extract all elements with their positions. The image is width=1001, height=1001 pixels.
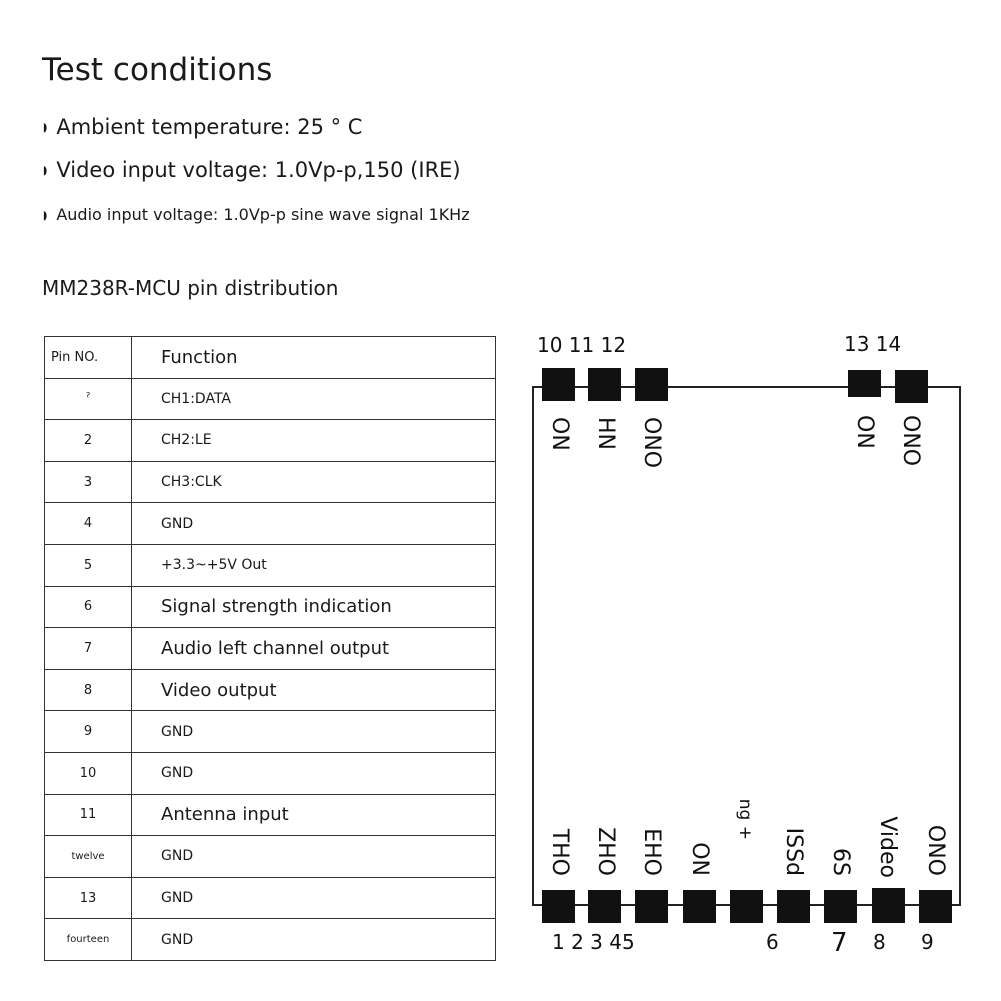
pin-function-cell: Video output <box>132 669 496 711</box>
top-pin-numbers-right: 13 14 <box>844 332 902 356</box>
condition-text: Video input voltage: 1.0Vp-p,150 (IRE) <box>56 158 461 182</box>
pin-number-cell: 2 <box>45 420 132 462</box>
bullet-icon: ◗ <box>43 120 48 134</box>
pad-5 <box>730 890 763 923</box>
pin-function-cell: +3.3~+5V Out <box>132 544 496 586</box>
pin-table <box>44 336 496 961</box>
pin-function-cell: GND <box>132 752 496 794</box>
table-row <box>45 420 496 462</box>
table-row <box>45 544 496 586</box>
header-pin-no: Pin NO. <box>45 337 132 379</box>
condition-text: Audio input voltage: 1.0Vp-p sine wave signal 1KHz <box>56 205 470 224</box>
pin-function-cell: Audio left channel output <box>132 628 496 670</box>
pin-number-cell: 9 <box>45 711 132 753</box>
pin-function-cell: CH1:DATA <box>132 378 496 420</box>
table-row <box>45 711 496 753</box>
top-pin-label: HN <box>593 417 618 450</box>
top-pin-label: ON <box>852 415 877 449</box>
pad-3 <box>635 890 668 923</box>
header-function: Function <box>132 337 496 379</box>
pad-10 <box>542 368 575 401</box>
pin-function-cell: Antenna input <box>132 794 496 836</box>
top-pin-label: ON <box>547 417 572 451</box>
pin-number-cell: 7 <box>45 628 132 670</box>
condition-video-input <box>42 158 461 182</box>
pad-1 <box>542 890 575 923</box>
table-row <box>45 628 496 670</box>
pin-number-cell: 13 <box>45 877 132 919</box>
table-row <box>45 919 496 961</box>
bottom-pin-number-9: 9 <box>921 930 934 954</box>
bottom-pin-number-8: 8 <box>873 930 886 954</box>
table-header-row <box>45 337 496 379</box>
table-row <box>45 836 496 878</box>
page-title: Test conditions <box>42 52 273 88</box>
table-row <box>45 669 496 711</box>
pin-function-cell: GND <box>132 711 496 753</box>
pin-function-cell: CH2:LE <box>132 420 496 462</box>
pin-number-cell: fourteen <box>45 919 132 961</box>
bottom-pin-label: THO <box>547 828 572 876</box>
table-row <box>45 877 496 919</box>
condition-audio-input <box>42 205 470 224</box>
table-row <box>45 503 496 545</box>
pin-number-cell: 4 <box>45 503 132 545</box>
pin-number-cell: 6 <box>45 586 132 628</box>
pin-number-cell: 8 <box>45 669 132 711</box>
bottom-pin-label: ISSd <box>781 827 806 876</box>
condition-ambient-temperature <box>42 115 362 139</box>
section-subheading: MM238R-MCU pin distribution <box>42 276 339 300</box>
bottom-pin-label: ONO <box>923 824 948 876</box>
pin-diagram <box>515 320 975 970</box>
pad-2 <box>588 890 621 923</box>
bottom-pin-number-7: 7 <box>831 928 848 958</box>
pad-8 <box>872 888 905 923</box>
pad-12 <box>635 368 668 401</box>
pin-number-cell: 3 <box>45 461 132 503</box>
bottom-pin-numbers-1-5: 1 2 3 45 <box>552 930 635 954</box>
table-row <box>45 586 496 628</box>
pin-function-cell: GND <box>132 503 496 545</box>
top-pin-label: ONO <box>639 417 664 469</box>
bottom-pin-label: EHO <box>639 828 664 876</box>
table-row <box>45 752 496 794</box>
bottom-pin-label: 6S <box>828 848 853 876</box>
pad-7 <box>824 890 857 923</box>
table-row <box>45 794 496 836</box>
pad-13 <box>848 370 881 397</box>
pin-number-cell: 10 <box>45 752 132 794</box>
pin-number-cell: ˀ <box>45 378 132 420</box>
pad-9 <box>919 890 952 923</box>
condition-text: Ambient temperature: 25 ° C <box>56 115 363 139</box>
pad-14 <box>895 370 928 403</box>
pin-number-cell: twelve <box>45 836 132 878</box>
bullet-icon: ◗ <box>43 163 48 177</box>
pin-function-cell: GND <box>132 877 496 919</box>
bottom-pin-label: ON <box>687 842 712 876</box>
top-pin-label: ONO <box>898 415 923 467</box>
pin-number-cell: 11 <box>45 794 132 836</box>
pin-function-cell: GND <box>132 836 496 878</box>
pad-6 <box>777 890 810 923</box>
bottom-pin-label: ng + <box>735 798 755 840</box>
bottom-pin-label: ZHO <box>593 827 618 876</box>
pin-number-cell: 5 <box>45 544 132 586</box>
bottom-pin-label: Video <box>875 816 900 878</box>
pin-function-cell: GND <box>132 919 496 961</box>
pad-4 <box>683 890 716 923</box>
table-row <box>45 378 496 420</box>
pin-function-cell: CH3:CLK <box>132 461 496 503</box>
bottom-pin-number-6: 6 <box>766 930 779 954</box>
top-pin-numbers-left: 10 11 12 <box>537 333 627 357</box>
pad-11 <box>588 368 621 401</box>
table-row <box>45 461 496 503</box>
pin-function-cell: Signal strength indication <box>132 586 496 628</box>
bullet-icon: ◗ <box>43 207 48 222</box>
